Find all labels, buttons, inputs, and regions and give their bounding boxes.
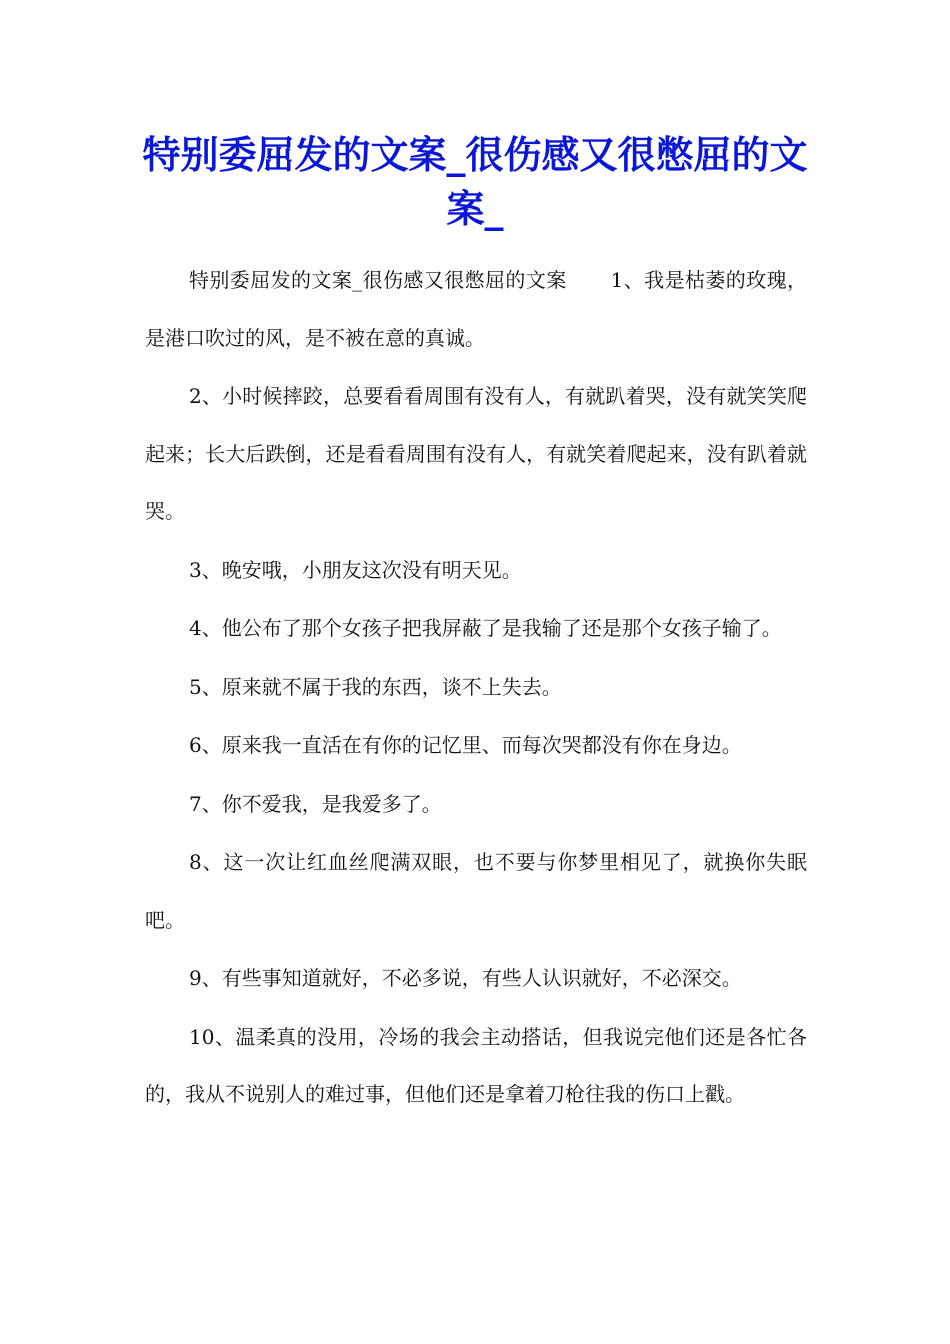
paragraph-10: 10、温柔真的没用，冷场的我会主动搭话，但我说完他们还是各忙各的，我从不说别人的难过事，但他们还是拿着刀枪往我的伤口上戳。 bbox=[145, 1024, 807, 1106]
paragraph-9: 9、有些事知道就好，不必多说，有些人认识就好，不必深交。 bbox=[189, 966, 742, 990]
document-title: 特别委屈发的文案_很伤感又很憋屈的文案_ bbox=[142, 133, 808, 231]
paragraph-5: 5、原来就不属于我的东西，谈不上失去。 bbox=[189, 674, 562, 699]
paragraph-4: 4、他公布了那个女孩子把我屏蔽了是我输了还是那个女孩子输了。 bbox=[189, 616, 782, 640]
paragraph-8: 8、这一次让红血丝爬满双眼，也不要与你梦里相见了，就换你失眠吧。 bbox=[145, 850, 807, 932]
paragraph-intro bbox=[145, 252, 807, 367]
paragraph-7: 7、你不爱我，是我爱多了。 bbox=[189, 791, 442, 816]
paragraph-1: 1、我是枯萎的玫瑰，是港口吹过的风，是不被在意的真诚。 bbox=[145, 268, 808, 350]
paragraph-6: 6、原来我一直活在有你的记忆里、而每次哭都没有你在身边。 bbox=[189, 733, 742, 757]
intro-lead: 特别委屈发的文案_很伤感又很憋屈的文案 bbox=[189, 268, 567, 292]
paragraph-3: 3、晚安哦，小朋友这次没有明天见。 bbox=[189, 557, 522, 582]
paragraph-2: 2、小时候摔跤，总要看看周围有没有人，有就趴着哭，没有就笑笑爬起来；长大后跌倒，还是看看周围有没有人，有就笑着爬起来，没有趴着就哭。 bbox=[145, 384, 807, 523]
document-body bbox=[145, 252, 807, 1125]
